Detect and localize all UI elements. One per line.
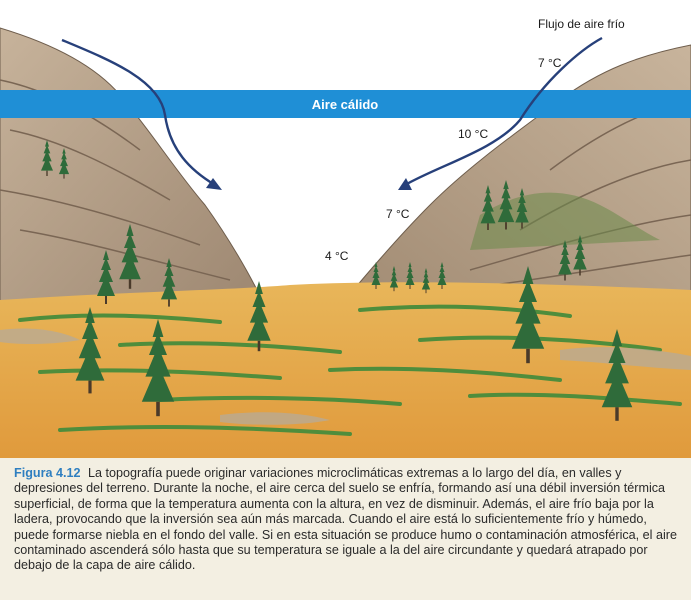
figure-label: Figura 4.12 (14, 466, 81, 480)
temp-valley-floor: 4 °C (325, 249, 349, 263)
warm-air-label: Aire cálido (311, 97, 379, 112)
temp-lower-right: 7 °C (386, 207, 410, 221)
figure-caption (14, 466, 682, 574)
cold-flow-label: Flujo de aire frío (538, 17, 625, 31)
caption-text: La topografía puede originar variaciones microclimáticas extremas a lo largo del día, en valles y depresiones del terreno. Durante la noche, el aire cerca del suelo se enfría, formando así una débil inversión térmica superficial, de forma que la temperatura aumenta con la altura, en vez de disminuir. Además, el aire frío baja por la ladera, provocando que la inversión sea aún más marcada. Cuando el aire está lo suficientemente frío y húmedo, puede formarse niebla en el fondo del valle. Si en esta situación se produce humo o contaminación atmosférica, el aire contaminado ascenderá sólo hasta que su temperatura se iguale a la del aire circundante y quedará atrapado por debajo de la capa de aire cálido. (14, 466, 677, 573)
temp-upper-right: 7 °C (538, 56, 562, 70)
temp-middle-right: 10 °C (458, 127, 489, 141)
